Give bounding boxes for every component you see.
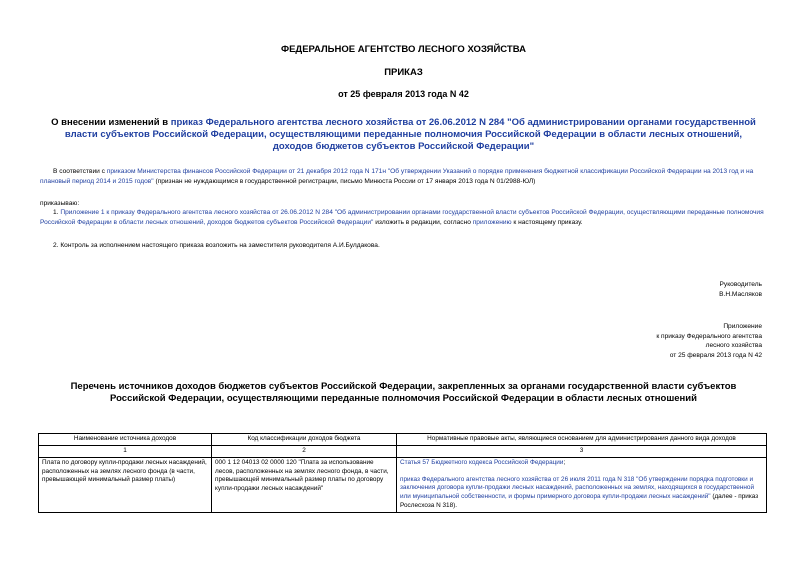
table-cell-code: 000 1 12 04013 02 0000 120 "Плата за использование лесов, расположенных на землях лесного фонда, в части, превышающей минимальный размер платы по договору купли-продажи лесных насаждений" — [212, 457, 397, 512]
table-number-cell: 1 — [39, 446, 212, 458]
paragraph-order-word: приказываю: — [40, 200, 80, 207]
acts-suffix: (далее - приказ Рослесхоза N 318). — [400, 493, 759, 509]
budget-code-link[interactable]: Статья 57 Бюджетного кодекса Российской Федерации — [400, 458, 564, 466]
basis-suffix: (признан не нуждающимся в государственной регистрации, письмо Минюста России от 17 января 2013 года N 01/2988-ЮЛ) — [153, 177, 536, 185]
appendix-line-2: к приказу Федерального агентства — [656, 332, 762, 340]
table-row — [39, 457, 767, 512]
document-type: ПРИКАЗ — [384, 67, 423, 78]
appendix-line-4: от 25 февраля 2013 года N 42 — [669, 351, 762, 359]
table-header-cell: Наименование источника доходов — [39, 434, 212, 446]
acts-separator: ; — [563, 458, 566, 466]
appendix-1-link[interactable]: Приложение 1 к приказу Федерального агентства лесного хозяйства от 26.06.2012 N 284 "Об администрировании органами государственной власти субъектов Российской Федерации, осуществляющими переданные полномочия Российской Федерации в области лесных отношений, доходов бюджетов субъектов Российской Федерации" — [40, 209, 764, 226]
item-2-text: 2. Контроль за исполнением настоящего приказа возложить на заместителя руководителя А.И.Булдакова. — [53, 242, 380, 249]
income-sources-table — [38, 433, 767, 513]
item-1-number: 1. — [53, 209, 61, 216]
list-title: Перечень источников доходов бюджетов субъектов Российской Федерации, закрепленных за органами государственной власти субъектов Российской Федерации, осуществляющими переданные полномочия Российской Федерации в области лесных отношений — [70, 381, 737, 404]
minfin-order-link[interactable]: приказом Министерства финансов Российской Федерации от 21 декабря 2012 года N 171н "Об утверждении Указаний о порядке применения бюджетной классификации Российской Федерации на 2013 год и на плановый период 2014 и 2015 годов" — [40, 168, 754, 185]
signature-role: Руководитель — [719, 281, 762, 288]
rosleshoz-order-link[interactable]: приказ Федерального агентства лесного хозяйства от 26 июля 2011 года N 318 "Об утверждении порядка подготовки и заключения договора купли-продажи лесных насаждений, расположенных на землях, находящихся в государственной или муниципальной собственности, и формы примерного договора купли-продажи лесных насаждений" — [400, 475, 755, 501]
title-order-link[interactable]: приказ Федерального агентства лесного хозяйства от 26.06.2012 N 284 "Об администрировании органами государственной власти субъектов Российской Федерации, осуществляющими переданные полномочия Российской Федерации в области лесных отношений, доходов бюджетов субъектов Российской Федерации" — [64, 117, 756, 152]
item-1-mid: изложить в редакции, согласно — [373, 218, 473, 226]
table-number-cell: 3 — [397, 446, 767, 458]
title-prefix: О внесении изменений в — [51, 117, 171, 128]
paragraph-basis — [40, 167, 770, 186]
paragraph-item-1 — [40, 208, 770, 227]
table-number-row — [39, 446, 767, 458]
basis-prefix: В соответствии с — [53, 168, 107, 175]
appendix-link[interactable]: приложению — [472, 218, 512, 226]
table-header-cell: Нормативные правовые акты, являющиеся основанием для администрирования данного вида доходов — [397, 434, 767, 446]
document-date: от 25 февраля 2013 года N 42 — [338, 89, 469, 99]
table-header-cell: Код классификации доходов бюджета — [212, 434, 397, 446]
agency-name: ФЕДЕРАЛЬНОЕ АГЕНТСТВО ЛЕСНОГО ХОЗЯЙСТВА — [280, 44, 526, 55]
appendix-line-1: Приложение — [723, 323, 762, 330]
table-cell-acts — [397, 457, 767, 512]
signature-block — [719, 280, 762, 299]
paragraph-item-2 — [40, 241, 770, 251]
signature-name: В.Н.Масляков — [719, 290, 762, 298]
document-title — [50, 117, 757, 153]
appendix-line-3: лесного хозяйства — [705, 342, 762, 349]
appendix-header — [656, 322, 762, 360]
table-number-cell: 2 — [212, 446, 397, 458]
item-1-suffix: к настоящему приказу. — [511, 218, 583, 226]
table-cell-source: Плата по договору купли-продажи лесных насаждений, расположенных на землях лесного фонда (в части, превышающей минимальный размер платы) — [39, 457, 212, 512]
table-header-row — [39, 434, 767, 446]
